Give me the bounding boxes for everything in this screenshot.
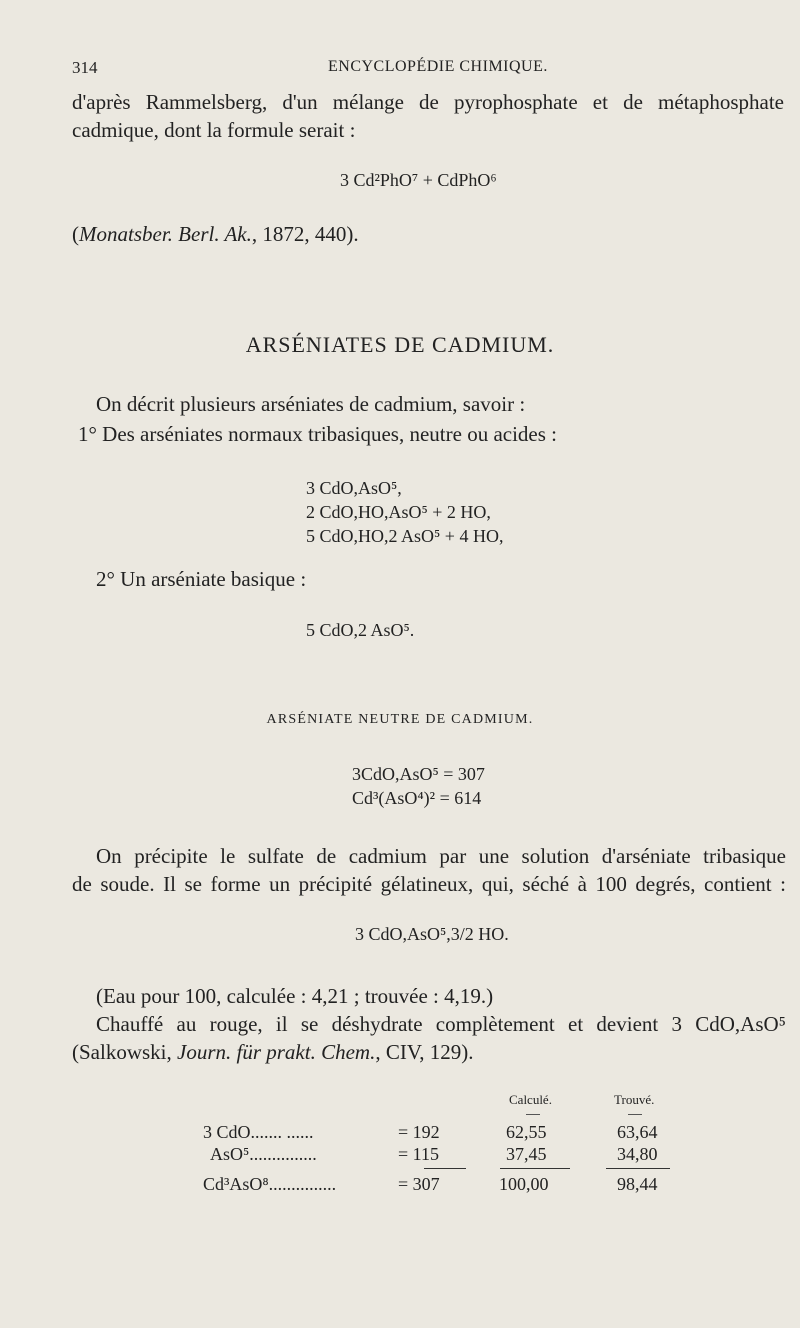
intro-line-1: d'après Rammelsberg, d'un mélange de pyrophosphate et de métaphosphate bbox=[72, 90, 784, 114]
sum-rule bbox=[500, 1168, 570, 1169]
formula-list-item: 5 CdO,HO,2 AsO⁵ + 4 HO, bbox=[306, 526, 504, 546]
paragraph-line-1: On précipite le sulfate de cadmium par une solution d'arséniate tribasique bbox=[96, 844, 786, 868]
table-row-label: 3 CdO....... ...... bbox=[203, 1122, 314, 1142]
table-row-label: AsO⁵............... bbox=[210, 1144, 317, 1164]
section-paragraph: On décrit plusieurs arséniates de cadmium, savoir : bbox=[96, 392, 526, 416]
citation-start: (Salkowski, bbox=[72, 1040, 177, 1064]
page-number: 314 bbox=[72, 58, 98, 77]
running-title: ENCYCLOPÉDIE CHIMIQUE. bbox=[328, 58, 548, 75]
sum-rule bbox=[606, 1168, 670, 1169]
formula-list-item: 3 CdO,AsO⁵, bbox=[306, 478, 402, 498]
subsection-title: ARSÉNIATE NEUTRE DE CADMIUM. bbox=[266, 712, 534, 727]
table-row-eq: = 307 bbox=[398, 1174, 440, 1194]
section-item-2: 2° Un arséniate basique : bbox=[96, 567, 307, 591]
equation-2: Cd³(AsO⁴)² = 614 bbox=[352, 788, 482, 808]
reference-journal: Monatsber. Berl. Ak. bbox=[79, 222, 252, 246]
section-title: ARSÉNIATES DE CADMIUM. bbox=[245, 332, 555, 357]
section-item-1: 1° Des arséniates normaux tribasiques, neutre ou acides : bbox=[78, 422, 558, 446]
column-dash bbox=[526, 1114, 540, 1115]
citation-end: , CIV, 129). bbox=[375, 1040, 474, 1064]
paragraph-line-2: de soude. Il se forme un précipité gélatineux, qui, séché à 100 degrés, contient : bbox=[72, 872, 786, 896]
table-row-eq: = 192 bbox=[398, 1122, 440, 1142]
precipitate-formula: 3 CdO,AsO⁵,3/2 HO. bbox=[355, 924, 509, 944]
equation-1: 3CdO,AsO⁵ = 307 bbox=[352, 764, 485, 784]
reference-rest: , 1872, 440). bbox=[251, 222, 359, 246]
formula-list-item: 2 CdO,HO,AsO⁵ + 2 HO, bbox=[306, 502, 491, 522]
heating-line-1: Chauffé au rouge, il se déshydrate complètement et devient 3 CdO,AsO⁵ bbox=[96, 1012, 786, 1036]
table-row-calc: 37,45 bbox=[506, 1144, 547, 1164]
column-header-found: Trouvé. bbox=[614, 1092, 655, 1107]
table-row-found: 63,64 bbox=[617, 1122, 658, 1142]
citation-journal: Journ. für prakt. Chem. bbox=[177, 1040, 376, 1064]
table-row-label: Cd³AsO⁸............... bbox=[203, 1174, 337, 1194]
intro-formula: 3 Cd²PhO⁷ + CdPhO⁶ bbox=[340, 170, 497, 190]
column-header-calc: Calculé. bbox=[509, 1092, 552, 1107]
water-content-line: (Eau pour 100, calculée : 4,21 ; trouvée : 4,19.) bbox=[96, 984, 494, 1008]
table-row-eq: = 115 bbox=[398, 1144, 439, 1164]
heating-line-2 bbox=[72, 1040, 474, 1065]
table-row-calc: 62,55 bbox=[506, 1122, 547, 1142]
column-dash bbox=[628, 1114, 642, 1115]
table-row-found: 98,44 bbox=[617, 1174, 658, 1194]
table-row-calc: 100,00 bbox=[499, 1174, 549, 1194]
table-row-found: 34,80 bbox=[617, 1144, 658, 1164]
basic-arsenate-formula: 5 CdO,2 AsO⁵. bbox=[306, 620, 415, 640]
intro-line-2: cadmique, dont la formule serait : bbox=[72, 118, 356, 142]
sum-rule bbox=[424, 1168, 466, 1169]
intro-reference: (Monatsber. Berl. Ak., 1872, 440). bbox=[72, 222, 359, 246]
